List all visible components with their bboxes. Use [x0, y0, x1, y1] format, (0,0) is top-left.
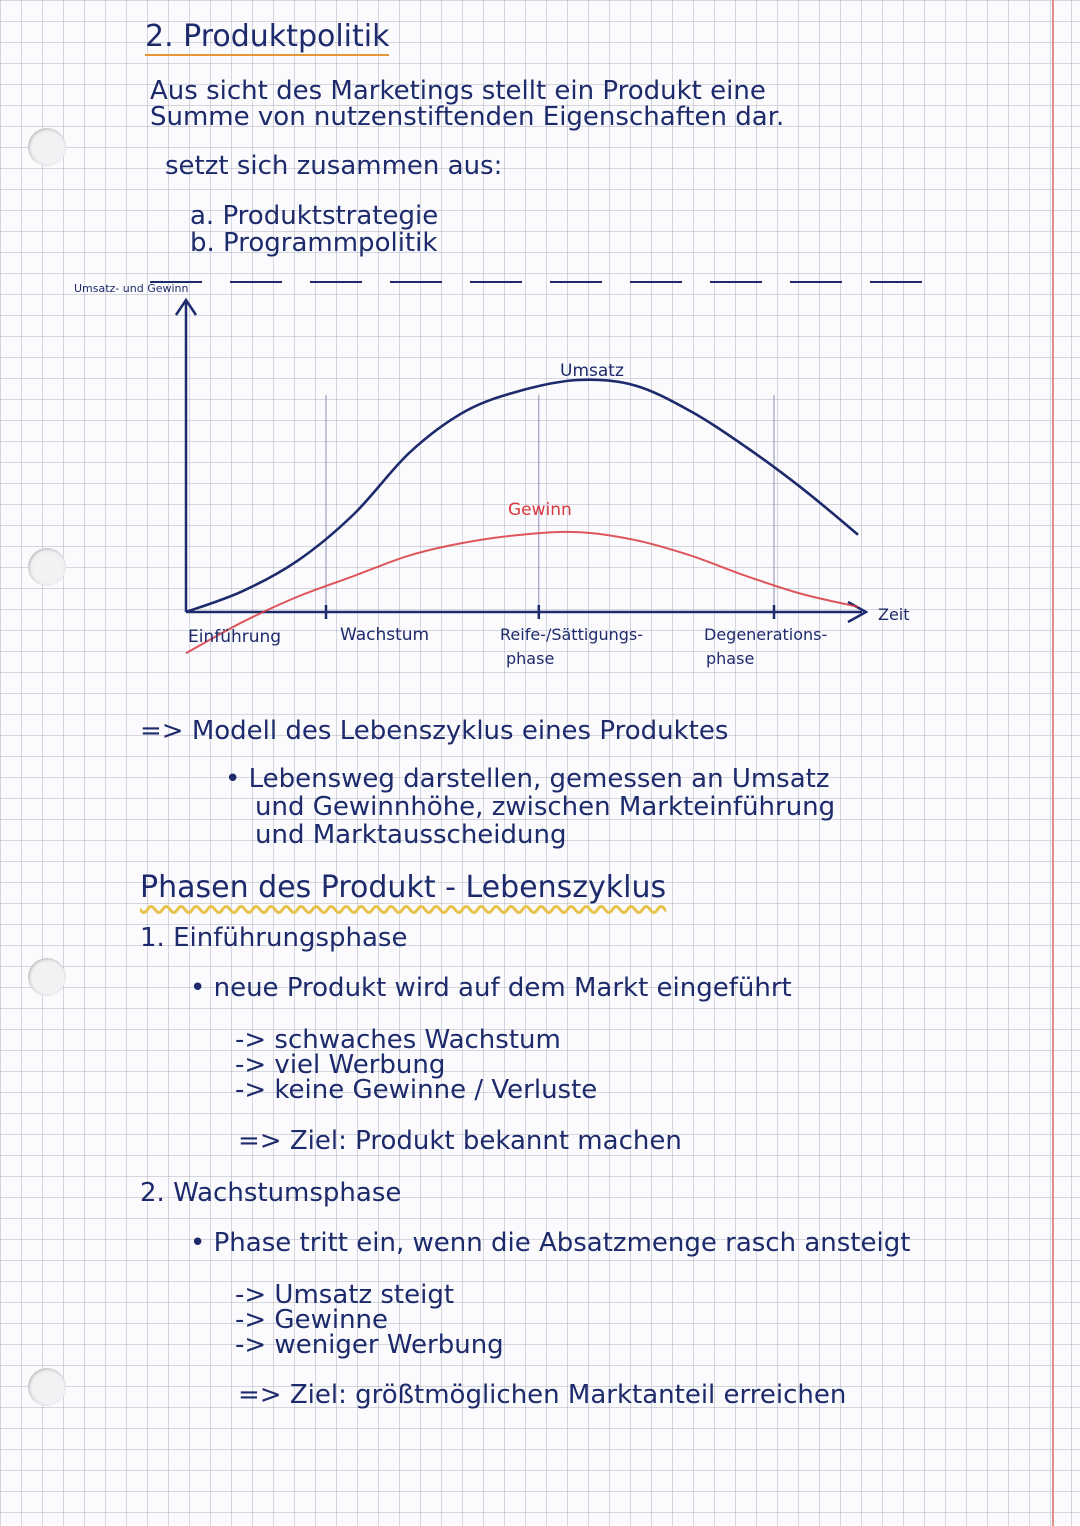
phase-label-degeneration-suffix: phase [706, 649, 755, 668]
punch-hole [28, 1368, 66, 1406]
phase1-goal: => Ziel: Produkt bekannt machen [238, 1126, 682, 1156]
list-item-b: b. Programmpolitik [190, 228, 438, 258]
list-item-a: a. Produktstrategie [190, 201, 439, 231]
gewinn-series-label: Gewinn [508, 500, 572, 520]
product-lifecycle-chart [0, 0, 1080, 720]
phase1-point-1: -> schwaches Wachstum [235, 1025, 561, 1055]
phase1-bullet: • neue Produkt wird auf dem Markt eingeführt [190, 973, 792, 1003]
model-bullet-line-1: • Lebensweg darstellen, gemessen an Umsatz [225, 764, 830, 794]
phase2-title: 2. Wachstumsphase [140, 1178, 402, 1208]
phase-label-einfuehrung: Einführung [188, 627, 282, 647]
phase-label-reife-suffix: phase [506, 649, 555, 668]
phase2-goal: => Ziel: größtmöglichen Marktanteil erreichen [238, 1380, 847, 1410]
phase2-point-2: -> Gewinne [235, 1305, 389, 1335]
umsatz-series-label: Umsatz [560, 361, 624, 381]
page-heading: 2. Produktpolitik [145, 19, 390, 54]
phase2-bullet: • Phase tritt ein, wenn die Absatzmenge rasch ansteigt [190, 1228, 911, 1258]
phase2-point-1: -> Umsatz steigt [235, 1280, 455, 1310]
phase-label-wachstum: Wachstum [340, 625, 430, 645]
phase1-title: 1. Einführungsphase [140, 923, 408, 953]
intro-line-1: Aus sicht des Marketings stellt ein Produkt eine [150, 76, 766, 106]
composed-of-label: setzt sich zusammen aus: [165, 151, 503, 181]
phase2-point-3: -> weniger Werbung [235, 1330, 504, 1360]
punch-hole [28, 958, 66, 996]
umsatz-curve [186, 380, 858, 612]
phase-label-degeneration: Degenerations- [704, 625, 828, 644]
model-title: => Modell des Lebenszyklus eines Produktes [140, 716, 729, 746]
phase1-point-3: -> keine Gewinne / Verluste [235, 1075, 598, 1105]
phase1-point-2: -> viel Werbung [235, 1050, 446, 1080]
phases-heading: Phasen des Produkt - Lebenszyklus [140, 870, 667, 905]
intro-line-2: Summe von nutzenstiftenden Eigenschaften dar. [150, 102, 785, 132]
model-bullet-line-3: und Marktausscheidung [255, 820, 567, 850]
x-axis-label: Zeit [878, 605, 910, 624]
model-bullet-line-2: und Gewinnhöhe, zwischen Markteinführung [255, 792, 836, 822]
y-axis-label: Umsatz- und Gewinn [74, 282, 189, 295]
phase-label-reife: Reife-/Sättigungs- [500, 625, 643, 644]
